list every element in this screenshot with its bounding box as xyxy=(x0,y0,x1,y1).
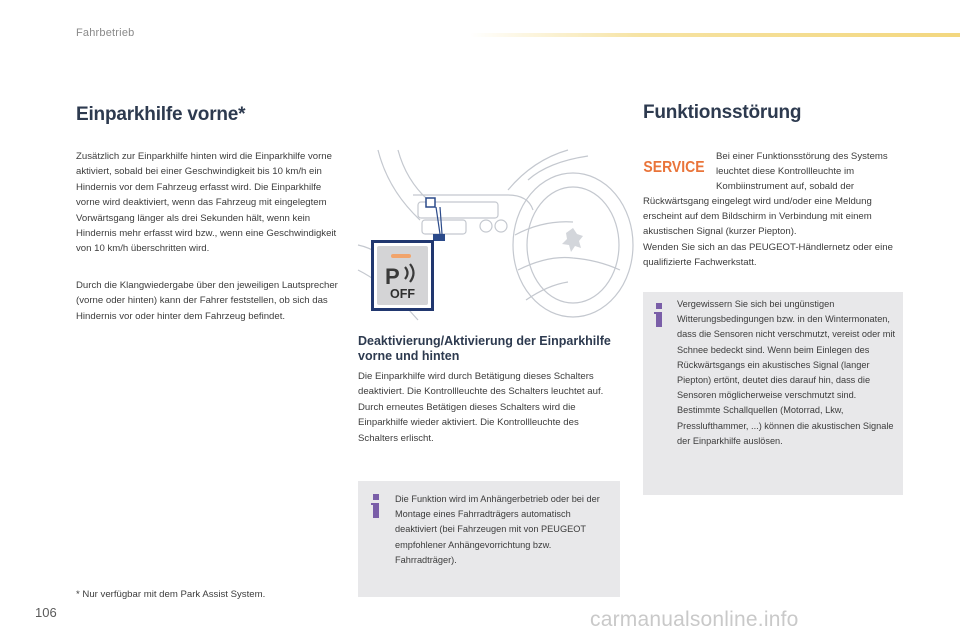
info-note-trailer xyxy=(358,481,620,597)
chapter-label: Fahrbetrieb xyxy=(76,27,135,39)
paragraph-sound-location: Durch die Klangwiedergabe über den jeweiligen Lautsprecher (vorne oder hinten) kann der Fahrer feststellen, ob sich das Hindernis vor oder hinter dem Fahrzeug befindet. xyxy=(76,280,338,322)
malfunction-text-start: Bei einer Funktionsstörung des Systems leuchtet diese Kontrollleuchte im Kombiinstrument auf, sobald der xyxy=(716,151,888,193)
info-icon xyxy=(651,302,667,328)
info-icon xyxy=(368,493,384,519)
off-label: OFF xyxy=(390,287,415,301)
page-number: 106 xyxy=(35,605,57,620)
info-note-sensors xyxy=(643,292,903,495)
paragraph-deactivation: Die Einparkhilfe wird durch Betätigung dieses Schalters deaktiviert. Die Kontrollleuchte des Schalters leuchtet auf. Durch erneutes Betätigen dieses Schalters wird die Einparkhilfe wieder aktiviert. Die Kontrollleuchte des Schalters erlischt. xyxy=(358,371,604,444)
section-title-deactivation: Deaktivierung/Aktivierung der Einparkhilfe vorne und hinten xyxy=(358,334,611,363)
svg-text:SERVICE: SERVICE xyxy=(643,158,705,177)
malfunction-text-rest: Rückwärtsgang eingelegt wird und/oder eine Meldung erscheint auf dem Bildschirm in Verbindung mit einem akustischen Signal (kurzer Piepton). Wenden Sie sich an das PEUGEOT-Händlernetz oder eine qualifizierte Fachwerkstatt. xyxy=(643,196,893,268)
watermark: carmanualsonline.info xyxy=(590,608,799,631)
header-accent-bar xyxy=(470,33,960,37)
indicator-led xyxy=(391,254,411,258)
svg-text:P: P xyxy=(385,264,400,289)
parking-sensor-icon xyxy=(383,262,423,288)
paragraph-front-parking-activation: Zusätzlich zur Einparkhilfe hinten wird die Einparkhilfe vorne aktiviert, sobald bei einer Geschwindigkeit bis 10 km/h ein Hindernis vor dem Fahrzeug erfasst wird. Die Einparkhilfe vorne wird deaktiviert, wenn das Fahrzeug mit eingelegtem Vorwärtsgang länger als drei Sekunden hält, wenn kein Hindernis mehr erfasst wird bzw., wenn eine Geschwindigkeit von 10 km/h überschritten wird. xyxy=(76,151,337,255)
note-text-sensors: Vergewissern Sie sich bei ungünstigen Witterungsbedingungen bzw. in den Wintermonaten, dass die Sensoren nicht verschmutzt, vereist oder mit Schnee bedeckt sind. Wenn beim Einlegen des Rückwärtsgangs ein akustisches Signal (langer Piepton) ertönt, deutet dies darauf hin, dass die Sensoren möglicherweise verschmutzt sind. Bestimmte Schallquellen (Motorrad, Lkw, Presslufthammer, ...) können die akustischen Signale der Einparkhilfe auslösen. xyxy=(677,299,896,446)
park-assist-off-button xyxy=(371,240,434,311)
footnote: * Nur verfügbar mit dem Park Assist System. xyxy=(76,589,266,600)
section-title-front-parking: Einparkhilfe vorne* xyxy=(76,104,246,125)
service-warning-icon xyxy=(643,156,705,178)
note-text-trailer: Die Funktion wird im Anhängerbetrieb oder bei der Montage eines Fahrradträgers automatisch deaktiviert (bei Fahrzeugen mit von PEUGEOT empfohlener Anhängevorrichtung bzw. Fahrradträger). xyxy=(395,494,600,565)
section-title-malfunction: Funktionsstörung xyxy=(643,102,802,123)
